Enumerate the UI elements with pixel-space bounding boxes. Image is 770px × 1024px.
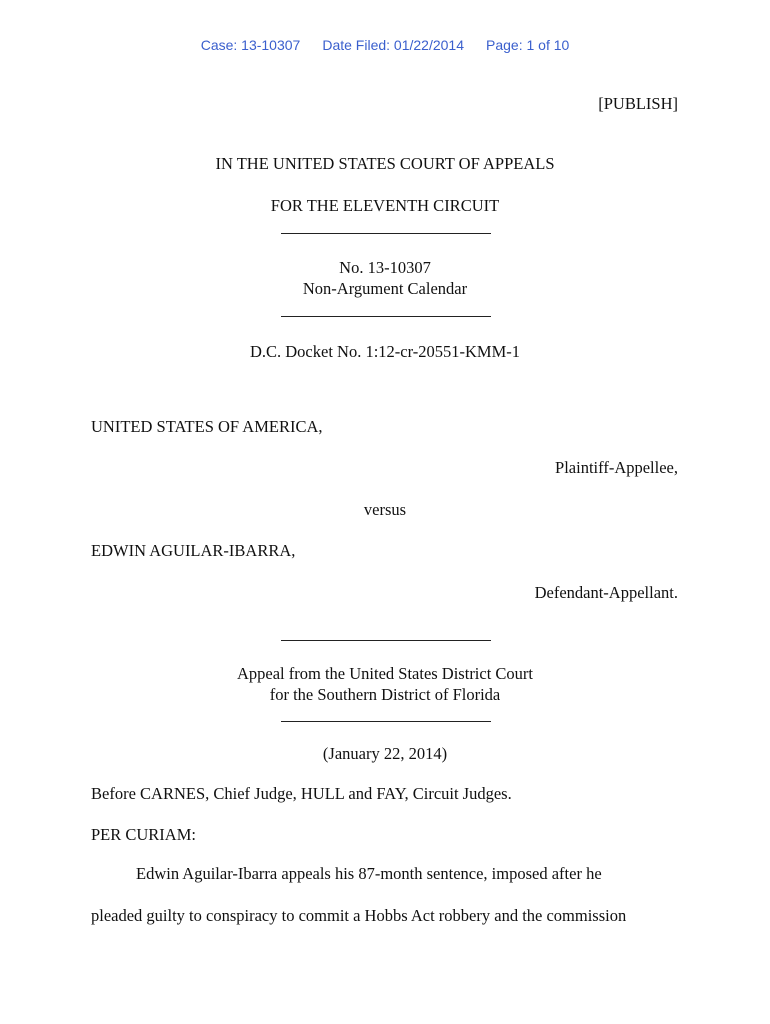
panel-line: Before CARNES, Chief Judge, HULL and FAY, Circuit Judges. (91, 784, 512, 803)
appeal-origin-line2: for the Southern District of Florida (269, 685, 501, 704)
divider-rule (281, 233, 491, 234)
decision-date: (January 22, 2014) (322, 744, 448, 763)
body-text-line2: pleaded guilty to conspiracy to commit a Hobbs Act robbery and the commission (91, 906, 627, 925)
publish-tag: [PUBLISH] (598, 94, 678, 113)
plaintiff-role: Plaintiff-Appellee, (555, 458, 678, 477)
date-filed-stamp: Date Filed: 01/22/2014 (322, 37, 464, 53)
divider-rule (281, 316, 491, 317)
case-number-stamp: Case: 13-10307 (200, 37, 301, 53)
defendant-name: EDWIN AGUILAR-IBARRA, (91, 541, 296, 560)
plaintiff-name: UNITED STATES OF AMERICA, (91, 417, 323, 436)
divider-rule (281, 721, 491, 722)
court-name-line1: IN THE UNITED STATES COURT OF APPEALS (215, 154, 555, 173)
versus-label: versus (363, 500, 407, 519)
appeal-origin-line1: Appeal from the United States District Court (236, 664, 534, 683)
case-number: No. 13-10307 (339, 258, 431, 277)
divider-rule (281, 640, 491, 641)
body-text-line1: Edwin Aguilar-Ibarra appeals his 87-month sentence, imposed after he (136, 864, 602, 883)
per-curiam-heading: PER CURIAM: (91, 825, 196, 844)
defendant-role: Defendant-Appellant. (534, 583, 678, 602)
docket-number: D.C. Docket No. 1:12-cr-20551-KMM-1 (249, 342, 521, 361)
filing-header (0, 37, 770, 53)
calendar-type: Non-Argument Calendar (302, 279, 468, 298)
page-count-stamp: Page: 1 of 10 (486, 37, 570, 53)
court-name-line2: FOR THE ELEVENTH CIRCUIT (270, 196, 500, 215)
